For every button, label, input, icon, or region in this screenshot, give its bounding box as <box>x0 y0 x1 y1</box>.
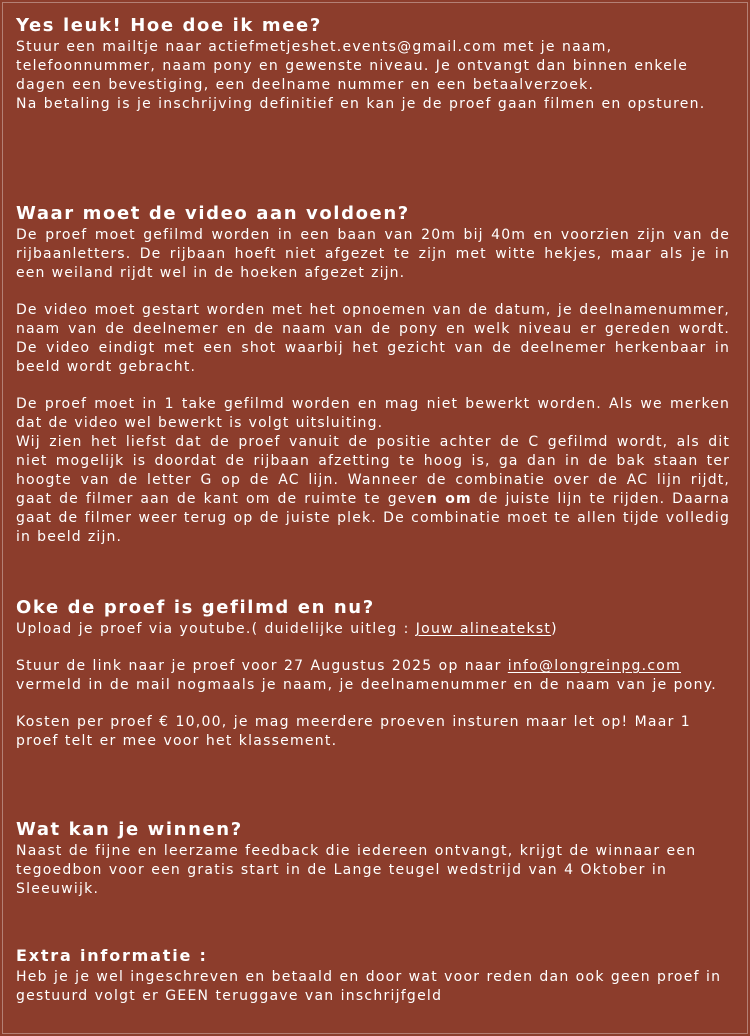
join-paragraph-1: Stuur een mailtje naar actiefmetjeshet.events@gmail.com met je naam, telefoonnummer, naam pony en gewenste niveau. Je ontvangt dan binnen enkele dagen een bevestiging, een deelname nummer en een betaalverzoek. <box>16 39 689 93</box>
section-filmed <box>16 596 730 751</box>
video-title: Waar moet de video aan voldoen? <box>16 203 410 224</box>
join-paragraph-2: Na betaling is je inschrijving definitief en kan je de proef gaan filmen en opsturen. <box>16 96 706 112</box>
join-title: Yes leuk! Hoe doe ik mee? <box>16 15 322 36</box>
youtube-instructions-link[interactable]: Jouw alineatekst <box>415 621 552 637</box>
filmed-paragraph-2 <box>16 657 730 695</box>
extra-title: Extra informatie : <box>16 946 208 965</box>
filmed-title: Oke de proef is gefilmd en nu? <box>16 597 375 618</box>
filmed-paragraph-2-end: vermeld in de mail nogmaals je naam, je deelnamenummer en de naam van je pony. <box>16 677 717 693</box>
win-title: Wat kan je winnen? <box>16 819 243 840</box>
section-video <box>16 202 730 547</box>
video-paragraph-4-end: de juiste lijn te rijden. Daarna gaat de filmer weer terug op de juiste plek. De combinatie moet te allen tijde volledig in beeld zijn. <box>16 491 730 545</box>
video-paragraph-4-bold: n om <box>426 491 472 507</box>
filmed-paragraph-1 <box>16 620 730 639</box>
video-paragraph-3: De proef moet in 1 take gefilmd worden en mag niet bewerkt worden. Als we merken dat de video wel bewerkt is volgt uitsluiting. <box>16 396 730 431</box>
email-link[interactable]: info@longreinpg.com <box>507 658 681 674</box>
video-paragraph-4 <box>16 433 730 547</box>
section-extra <box>16 944 730 1006</box>
video-paragraph-4-start: Wij zien het liefst dat de proef vanuit de positie achter de C gefilmd wordt, als dit niet mogelijk is doordat de rijbaan afzetting te hoog is, ga dan in de bak staan ter hoogte van de letter G op de AC lijn. Wanneer de combinatie over de AC lijn rijdt, gaat de filmer aan de kant om de ruimte te geve <box>16 434 730 507</box>
section-win <box>16 818 730 899</box>
video-paragraph-1: De proef moet gefilmd worden in een baan van 20m bij 40m en voorzien zijn van de rijbaanletters. De rijbaan hoeft niet afgezet te zijn met witte hekjes, maar als je in een weiland rijdt wel in de hoeken afgezet zijn. <box>16 227 730 281</box>
filmed-paragraph-3: Kosten per proef € 10,00, je mag meerdere proeven insturen maar let op! Maar 1 proef telt er mee voor het klassement. <box>16 714 691 749</box>
filmed-paragraph-2-start: Stuur de link naar je proef voor 27 Augustus 2025 op naar <box>16 658 508 674</box>
filmed-paragraph-1-start: Upload je proef via youtube.( duidelijke uitleg : <box>16 621 416 637</box>
video-paragraph-2: De video moet gestart worden met het opnoemen van de datum, je deelnamenummer, naam van de deelnemer en de naam van de pony en welk niveau er gereden wordt. De video eindigt met een shot waarbij het gezicht van de deelnemer herkenbaar in beeld wordt gebracht. <box>16 302 730 375</box>
extra-paragraph-1: Heb je je wel ingeschreven en betaald en door wat voor reden dan ook geen proef in gestuurd volgt er GEEN teruggave van inschrijfgeld <box>16 969 722 1004</box>
win-paragraph-1: Naast de fijne en leerzame feedback die iedereen ontvangt, krijgt de winnaar een tegoedbon voor een gratis start in de Lange teugel wedstrijd van 4 Oktober in Sleeuwijk. <box>16 843 697 897</box>
section-join <box>16 14 730 114</box>
filmed-paragraph-1-end: ) <box>551 621 558 637</box>
